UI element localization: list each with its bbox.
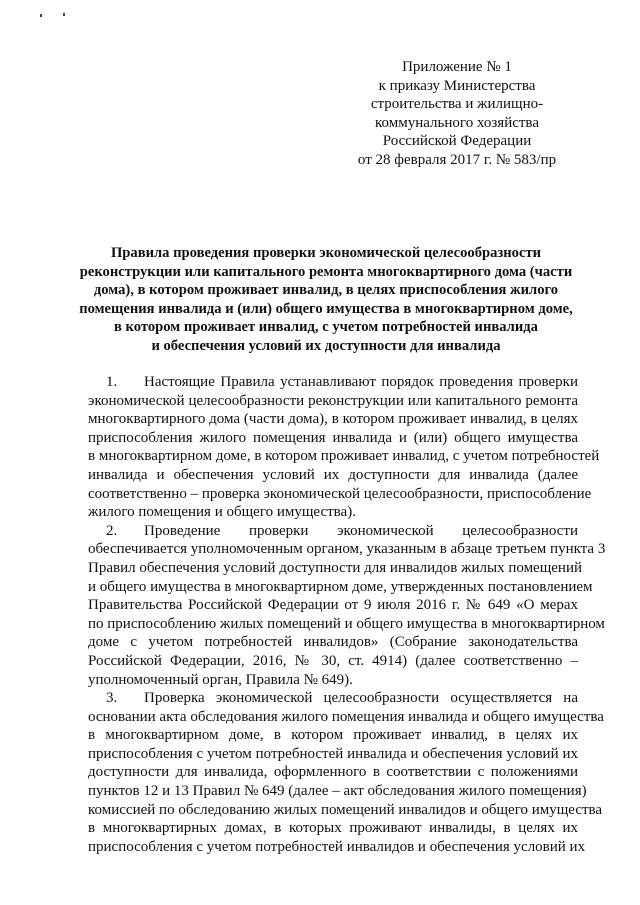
document-body	[88, 373, 606, 856]
paragraph-line	[88, 689, 578, 708]
paragraph-line: соответственно – проверка экономической целесообразности, приспособление	[88, 485, 592, 502]
paragraph-line: приспособления с учетом потребностей инвалидов и обеспечения условий их	[88, 838, 586, 855]
paragraph-line: инвалида и обеспечения условий их доступности для инвалида (далее	[88, 466, 578, 483]
appendix-line: коммунального хозяйства	[375, 114, 539, 131]
paragraph-number: 2.	[106, 522, 118, 539]
paragraph-line: экономической целесообразности реконструкции или капитального ремонта	[88, 392, 578, 409]
paragraph-line: по приспособлению жилых помещений и общего имущества в многоквартирном	[88, 615, 605, 632]
paragraph-line: пунктов 12 и 13 Правил № 649 (далее – акт обследования жилого помещения)	[88, 783, 587, 800]
appendix-line: к приказу Министерства	[378, 77, 536, 94]
paragraph-1	[88, 373, 600, 522]
paragraph-line: в многоквартирных домах, в которых проживают инвалиды, в целях их	[88, 820, 578, 837]
document-title	[78, 244, 574, 355]
paragraph-line: Правил обеспечения условий доступности для инвалидов жилых помещений	[88, 559, 583, 576]
paragraph-line: жилого помещения и общего имущества).	[88, 504, 356, 521]
paragraph-line: многоквартирного дома (части дома), в котором проживает инвалид, в целях	[88, 411, 578, 428]
paragraph-line: приспособления жилого помещения инвалида и (или) общего имущества	[88, 429, 578, 446]
scan-artifact	[63, 13, 65, 16]
paragraph-line: приспособления с учетом потребностей инвалида и обеспечения условий их	[88, 745, 578, 762]
title-line: реконструкции или капитального ремонта многоквартирного дома (части	[79, 263, 573, 280]
line-text: Проведение проверки экономической целесообразности	[144, 522, 578, 539]
paragraph-number: 1.	[106, 374, 118, 390]
paragraph-line: в многоквартирном доме, в котором проживает инвалид, в целях их	[88, 727, 578, 744]
paragraph-line: обеспечивается уполномоченным органом, указанным в абзаце третьем пункта 3	[88, 541, 606, 558]
appendix-header	[352, 58, 562, 169]
scan-artifact	[40, 14, 42, 17]
line-text: Настоящие Правила устанавливают порядок проведения проверки	[144, 374, 578, 390]
paragraph-line: комиссией по обследованию жилых помещений инвалидов и общего имущества	[88, 801, 603, 818]
appendix-line: Приложение № 1	[402, 59, 512, 75]
paragraph-line: уполномоченный орган, Правила № 649).	[88, 671, 353, 688]
paragraph-line: доме с учетом потребностей инвалидов» (Собрание законодательства	[88, 634, 578, 651]
appendix-line: от 28 февраля 2017 г. № 583/пр	[357, 151, 557, 168]
paragraph-line: Правительства Российской Федерации от 9 июля 2016 г. № 649 «О мерах	[88, 597, 578, 614]
title-line: и обеспечения условий их доступности для инвалида	[151, 337, 501, 354]
paragraph-line: в многоквартирном доме, в котором проживает инвалид, с учетом потребностей	[88, 448, 600, 465]
line-text: Проверка экономической целесообразности осуществляется на	[144, 690, 578, 707]
title-line: Правила проведения проверки экономической целесообразности	[110, 245, 542, 261]
title-line: в котором проживает инвалид, с учетом потребностей инвалида	[114, 319, 538, 335]
paragraph-line: доступности для инвалида, оформленного в соответствии с положениями	[88, 764, 578, 781]
paragraph-line: основании акта обследования жилого помещения инвалида и общего имущества	[88, 708, 604, 725]
paragraph-line: Российской Федерации, 2016, № 30, ст. 4914) (далее соответственно –	[88, 652, 578, 669]
paragraph-2	[88, 522, 606, 689]
appendix-line: Российской Федерации	[382, 133, 532, 149]
paragraph-number: 3.	[106, 690, 118, 707]
paragraph-line	[88, 373, 578, 392]
paragraph-line: и общего имущества в многоквартирном доме, утвержденных постановлением	[88, 578, 593, 595]
appendix-line: строительства и жилищно-	[370, 96, 544, 112]
paragraph-3	[88, 689, 604, 856]
title-line: помещения инвалида и (или) общего имущества в многоквартирном доме,	[79, 300, 573, 317]
title-line: дома), в котором проживает инвалид, в целях приспособления жилого	[93, 282, 559, 298]
paragraph-line	[88, 522, 578, 541]
